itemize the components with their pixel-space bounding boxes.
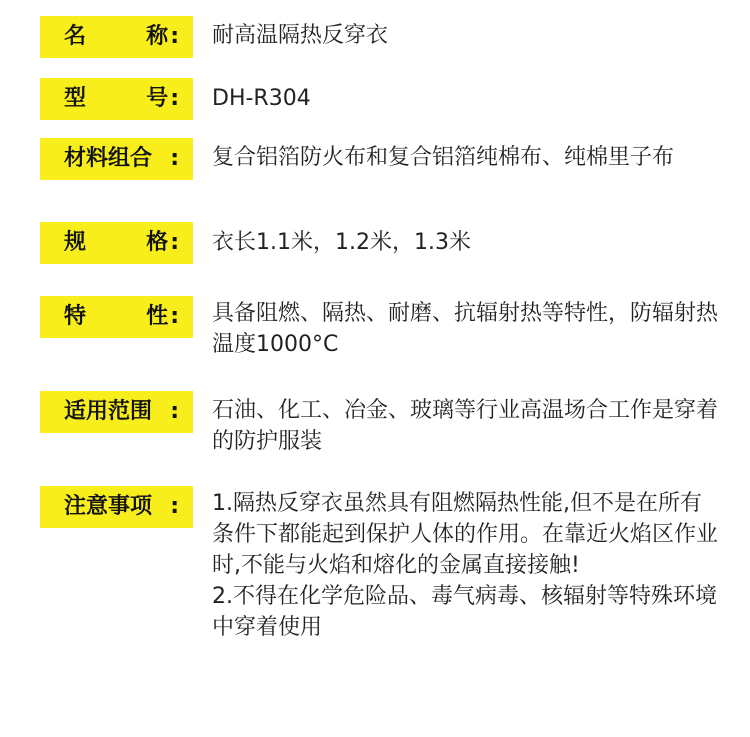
- value-name: 耐高温隔热反穿衣: [212, 23, 389, 48]
- label-char: 型: [64, 86, 87, 111]
- label-colon: :: [170, 86, 179, 111]
- label-name: [40, 16, 193, 58]
- label-colon: :: [170, 304, 179, 329]
- label-colon: :: [170, 230, 179, 255]
- value-model: DH-R304: [212, 86, 311, 111]
- label-char: 材料组合: [64, 146, 153, 171]
- label-char: 号: [146, 86, 169, 111]
- label-notes: [40, 486, 193, 528]
- label-colon: :: [170, 24, 179, 49]
- value-scope: 石油、化工、冶金、玻璃等行业高温场合工作是穿着的防护服装: [212, 398, 719, 454]
- label-char: 规: [64, 230, 87, 255]
- label-model: [40, 78, 193, 120]
- label-colon: :: [170, 494, 179, 519]
- label-material: [40, 138, 193, 180]
- label-scope: [40, 391, 193, 433]
- value-material: 复合铝箔防火布和复合铝箔纯棉布、纯棉里子布: [212, 145, 675, 170]
- label-char: 性: [146, 304, 169, 329]
- value-notes: 1.隔热反穿衣虽然具有阻燃隔热性能,但不是在所有条件下都能起到保护人体的作用。在靠近火焰区作业时,不能与火焰和熔化的金属直接接触! 2.不得在化学危险品、毒气病毒、核辐射等特殊环境中穿着使用: [212, 491, 719, 640]
- label-char: 特: [64, 304, 87, 329]
- label-spec: [40, 222, 193, 264]
- label-colon: :: [170, 146, 179, 171]
- value-feature: 具备阻燃、隔热、耐磨、抗辐射热等特性，防辐射热温度1000°C: [212, 301, 719, 357]
- label-char: 格: [146, 230, 169, 255]
- label-colon: :: [170, 399, 179, 424]
- value-spec: 衣长1.1米，1.2米，1.3米: [212, 230, 471, 255]
- label-char: 名: [64, 24, 87, 49]
- label-char: 适用范围: [64, 399, 153, 424]
- label-char: 注意事项: [64, 494, 153, 519]
- label-char: 称: [146, 24, 169, 49]
- label-feature: [40, 296, 193, 338]
